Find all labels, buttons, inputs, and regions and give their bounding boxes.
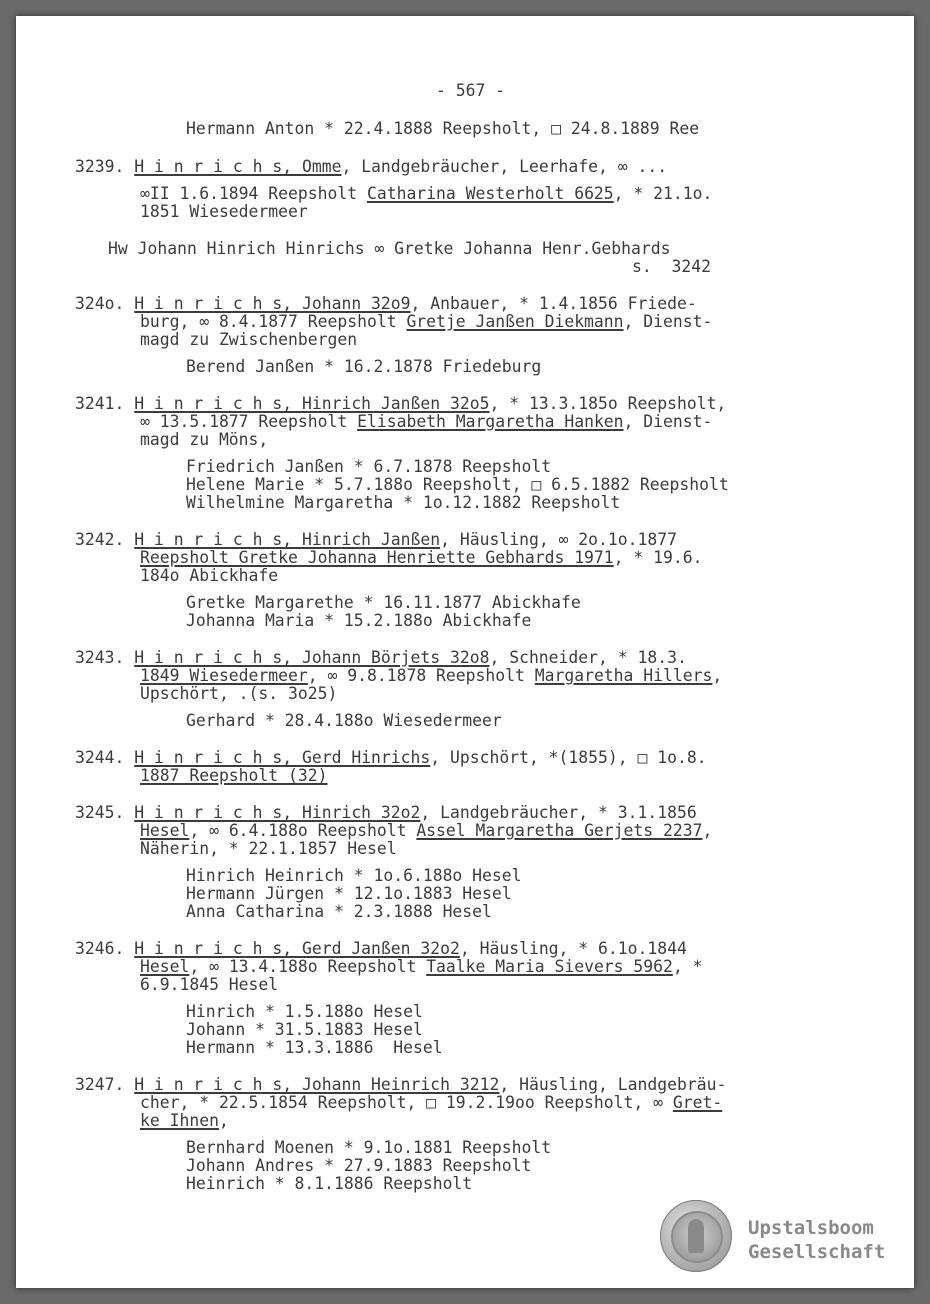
text-segment: 3243. <box>75 648 135 667</box>
text-line <box>186 1003 423 1021</box>
text-segment: burg, ∞ 8.4.1877 Reepsholt <box>140 312 407 331</box>
text-line <box>140 1112 229 1130</box>
text-line <box>75 531 677 549</box>
text-segment: Johanna Maria * 15.2.188o Abickhafe <box>186 611 532 630</box>
text-segment: 3247. <box>75 1075 135 1094</box>
text-line <box>140 840 397 858</box>
text-segment: , <box>702 821 713 840</box>
text-segment: Bernhard Moenen * 9.1o.1881 Reepsholt <box>186 1138 552 1157</box>
underlined-text: Reepsholt Gretke Johanna Henriette Gebhards 1971 <box>140 548 614 567</box>
underlined-text: Hesel <box>140 957 190 976</box>
text-line <box>186 712 502 730</box>
society-seal-icon <box>660 1200 732 1272</box>
underlined-text: 1849 Wiesedermeer <box>140 666 308 685</box>
text-segment: , ∞ 6.4.188o Reepsholt <box>189 821 417 840</box>
text-segment: 1851 Wiesedermeer <box>140 202 308 221</box>
text-line <box>632 258 711 276</box>
text-segment: Helene Marie * 5.7.188o Reepsholt, □ 6.5.1882 Reepsholt <box>186 475 729 494</box>
text-line <box>186 1021 423 1039</box>
text-segment: magd zu Zwischenbergen <box>140 330 358 349</box>
text-segment: Johann * 31.5.1883 Hesel <box>186 1020 423 1039</box>
text-line <box>186 458 551 476</box>
text-line <box>108 240 670 258</box>
text-line <box>75 395 726 413</box>
text-line <box>75 1076 726 1094</box>
underlined-text: H i n r i c h s, Hinrich 32o2 <box>134 803 421 822</box>
text-segment: s. 3242 <box>632 257 711 276</box>
text-segment: 3246. <box>75 939 135 958</box>
text-segment: Wilhelmine Margaretha * 1o.12.1882 Reepsholt <box>186 493 621 512</box>
text-line <box>75 804 697 822</box>
text-segment: , Anbauer, * 1.4.1856 Friede- <box>410 294 697 313</box>
underlined-text: Gretje Janßen Diekmann <box>406 312 624 331</box>
underlined-text: Hesel <box>140 821 190 840</box>
page-number: - 567 - <box>436 81 506 100</box>
text-segment: , Landgebräucher, Leerhafe, ∞ ... <box>341 157 668 176</box>
text-line <box>186 358 541 376</box>
text-line <box>186 1139 551 1157</box>
text-segment: 324o. <box>75 294 135 313</box>
underlined-text: H i n r i c h s, Johann 32o9 <box>134 294 411 313</box>
text-segment: , ∞ 9.8.1878 Reepsholt <box>307 666 535 685</box>
text-segment: 3239. <box>75 157 135 176</box>
text-line <box>140 203 308 221</box>
text-line <box>140 567 278 585</box>
genealogy-sheet <box>16 16 914 1288</box>
text-line <box>140 976 278 994</box>
text-segment: Gerhard * 28.4.188o Wiesedermeer <box>186 711 502 730</box>
text-segment: 3242. <box>75 530 135 549</box>
text-segment: 3245. <box>75 803 135 822</box>
text-line <box>140 313 712 331</box>
underlined-text: H i n r i c h s, Johann Börjets 32o8 <box>134 648 490 667</box>
text-line <box>140 767 328 785</box>
text-line <box>75 649 687 667</box>
text-segment: , Dienst- <box>623 412 713 431</box>
text-segment: 184o Abickhafe <box>140 566 279 585</box>
text-line <box>140 549 702 567</box>
text-line <box>75 295 697 313</box>
text-segment: Hermann Jürgen * 12.1o.1883 Hesel <box>186 884 512 903</box>
text-line <box>186 903 492 921</box>
text-segment: , * 13.3.185o Reepsholt, <box>489 394 727 413</box>
text-segment: , * <box>672 957 703 976</box>
text-line <box>140 431 268 449</box>
text-line <box>140 413 712 431</box>
text-segment: 6.9.1845 Hesel <box>140 975 279 994</box>
underlined-text: H i n r i c h s, Hinrich Janßen <box>134 530 441 549</box>
text-segment: ∞II 1.6.1894 Reepsholt <box>140 184 367 203</box>
text-segment: , Häusling, * 6.1o.1844 <box>459 939 687 958</box>
text-line <box>186 594 581 612</box>
underlined-text: H i n r i c h s, Gerd Hinrichs <box>134 748 431 767</box>
underlined-text: Assel Margaretha Gerjets 2237 <box>416 821 703 840</box>
watermark-line1: Upstalsboom <box>748 1217 874 1239</box>
underlined-text: H i n r i c h s, Gerd Janßen 32o2 <box>134 939 460 958</box>
text-segment: Hinrich Heinrich * 1o.6.188o Hesel <box>186 866 522 885</box>
text-line <box>186 1157 531 1175</box>
text-segment: , <box>712 666 723 685</box>
underlined-text: H i n r i c h s, Johann Heinrich 3212 <box>134 1075 500 1094</box>
text-line <box>140 1094 722 1112</box>
watermark <box>748 1216 885 1264</box>
text-line <box>186 494 620 512</box>
text-segment: , Häusling, Landgebräu- <box>499 1075 727 1094</box>
text-line <box>140 822 712 840</box>
document-page <box>16 16 914 1288</box>
text-segment: , Dienst- <box>623 312 713 331</box>
text-segment: 3244. <box>75 748 135 767</box>
text-line <box>140 185 712 203</box>
text-segment: , Häusling, ∞ 2o.1o.1877 <box>440 530 677 549</box>
text-segment: magd zu Möns, <box>140 430 269 449</box>
text-segment: Heinrich * 8.1.1886 Reepsholt <box>186 1174 473 1193</box>
underlined-text: ke Ihnen <box>140 1111 219 1130</box>
text-segment: Anna Catharina * 2.3.1888 Hesel <box>186 902 492 921</box>
text-segment: Hermann Anton * 22.4.1888 Reepsholt, □ 24.8.1889 Ree <box>186 119 700 138</box>
text-segment: Berend Janßen * 16.2.1878 Friedeburg <box>186 357 542 376</box>
text-line <box>140 685 337 703</box>
text-segment: Hermann * 13.3.1886 Hesel <box>186 1038 443 1057</box>
underlined-text: 1887 Reepsholt (32) <box>140 766 328 785</box>
text-segment: Gretke Margarethe * 16.11.1877 Abickhafe <box>186 593 581 612</box>
text-segment: , <box>218 1111 229 1130</box>
text-line <box>140 331 357 349</box>
text-line <box>186 885 512 903</box>
watermark-line2: Gesellschaft <box>748 1241 886 1263</box>
text-segment: , Upschört, *(1855), □ 1o.8. <box>430 748 707 767</box>
text-segment: Hinrich * 1.5.188o Hesel <box>186 1002 423 1021</box>
underlined-text: H i n r i c h s, Omme <box>134 157 342 176</box>
text-line <box>140 958 703 976</box>
text-line <box>75 749 707 767</box>
text-line <box>186 612 531 630</box>
text-line <box>186 867 522 885</box>
text-line <box>186 120 699 138</box>
text-segment: , ∞ 13.4.188o Reepsholt <box>189 957 427 976</box>
text-segment: Friedrich Janßen * 6.7.1878 Reepsholt <box>186 457 552 476</box>
text-line <box>75 158 667 176</box>
text-segment: 3241. <box>75 394 135 413</box>
underlined-text: H i n r i c h s, Hinrich Janßen 32o5 <box>134 394 490 413</box>
text-segment: ∞ 13.5.1877 Reepsholt <box>140 412 358 431</box>
text-segment: Johann Andres * 27.9.1883 Reepsholt <box>186 1156 532 1175</box>
text-segment: , Landgebräucher, * 3.1.1856 <box>420 803 697 822</box>
underlined-text: Catharina Westerholt 6625 <box>366 184 614 203</box>
text-segment: Upschört, .(s. 3o25) <box>140 684 338 703</box>
text-segment: , * 21.1o. <box>613 184 713 203</box>
text-segment: Näherin, * 22.1.1857 Hesel <box>140 839 397 858</box>
text-segment: cher, * 22.5.1854 Reepsholt, □ 19.2.19oo Reepsholt, ∞ <box>140 1093 673 1112</box>
underlined-text: Margaretha Hillers <box>534 666 713 685</box>
underlined-text: Gret- <box>672 1093 723 1112</box>
text-segment: Hw Johann Hinrich Hinrichs ∞ Gretke Johanna Henr.Gebhards <box>108 239 671 258</box>
underlined-text: Elisabeth Margaretha Hanken <box>357 412 624 431</box>
text-line <box>186 1039 443 1057</box>
text-line <box>186 476 729 494</box>
text-segment: , Schneider, * 18.3. <box>489 648 687 667</box>
text-line <box>186 1175 472 1193</box>
text-segment: , * 19.6. <box>613 548 703 567</box>
text-line <box>140 667 722 685</box>
underlined-text: Taalke Maria Sievers 5962 <box>426 957 673 976</box>
text-line <box>75 940 687 958</box>
